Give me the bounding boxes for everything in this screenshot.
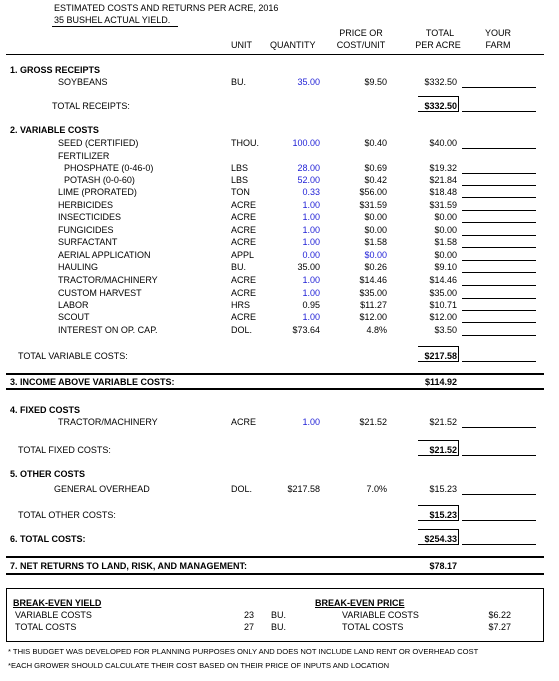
item-name: SEED (CERTIFIED)	[58, 138, 139, 148]
item-quantity: 100.00	[292, 138, 320, 148]
your-farm-entry-line	[462, 235, 536, 236]
item-total: $18.48	[429, 187, 457, 197]
item-price: $0.00	[364, 225, 387, 235]
item-name: AERIAL APPLICATION	[58, 250, 151, 260]
footnote: * THIS BUDGET WAS DEVELOPED FOR PLANNING PURPOSES ONLY AND DOES NOT INCLUDE LAND RENT OR OVERHEAD COST	[8, 647, 479, 656]
col-price-header-top: PRICE OR	[339, 28, 383, 38]
item-price: $0.00	[364, 212, 387, 222]
your-farm-entry-line	[462, 285, 536, 286]
item-total: $21.52	[429, 417, 457, 427]
break-even-yield-value: 23	[243, 610, 254, 620]
section-rule	[6, 556, 544, 558]
item-unit: ACRE	[231, 225, 257, 235]
item-quantity: 28.00	[297, 163, 320, 173]
item-total: $14.46	[429, 275, 457, 285]
item-quantity: 1.00	[302, 212, 320, 222]
item-unit: ACRE	[231, 417, 257, 427]
item-price: $56.00	[359, 187, 387, 197]
item-name: SURFACTANT	[58, 237, 118, 247]
item-quantity: 1.00	[302, 237, 320, 247]
your-farm-entry-line	[462, 361, 536, 362]
item-total: $0.00	[434, 212, 457, 222]
item-price: $0.40	[364, 138, 387, 148]
item-name: LIME (PRORATED)	[58, 187, 137, 197]
item-price: $9.50	[364, 77, 387, 87]
item-total: $332.50	[424, 77, 457, 87]
item-name: INTEREST ON OP. CAP.	[58, 325, 158, 335]
your-farm-entry-line	[462, 455, 536, 456]
item-name: INSECTICIDES	[58, 212, 122, 222]
section-rule	[6, 373, 544, 375]
document-subtitle: 35 BUSHEL ACTUAL YIELD.	[54, 15, 171, 25]
item-quantity: $73.64	[292, 325, 320, 335]
item-quantity: 1.00	[302, 417, 320, 427]
col-quantity-header: QUANTITY	[270, 40, 316, 50]
item-name: HAULING	[58, 262, 99, 272]
item-name: FERTILIZER	[58, 151, 110, 161]
item-price: $1.58	[364, 237, 387, 247]
your-farm-entry-line	[462, 544, 536, 545]
item-total: $40.00	[429, 138, 457, 148]
total-box	[418, 529, 459, 545]
break-even-price-value: $6.22	[488, 610, 511, 620]
break-even-yield-value: 27	[243, 622, 254, 632]
your-farm-entry-line	[462, 335, 536, 336]
item-name: TRACTOR/MACHINERY	[58, 275, 158, 285]
header-rule	[6, 54, 544, 55]
item-name: HERBICIDES	[58, 200, 114, 210]
col-your-header-bottom: FARM	[485, 40, 511, 50]
item-total: $19.32	[429, 163, 457, 173]
item-unit: THOU.	[231, 138, 259, 148]
item-unit: TON	[231, 187, 250, 197]
col-unit-header: UNIT	[231, 40, 252, 50]
your-farm-entry-line	[462, 87, 536, 88]
income-above-variable-value: $114.92	[424, 377, 457, 387]
your-farm-entry-line	[462, 247, 536, 248]
break-even-price-label: TOTAL COSTS	[342, 622, 404, 632]
section-heading-gross: 1. GROSS RECEIPTS	[10, 65, 101, 75]
net-returns-value: $78.17	[429, 561, 457, 571]
item-unit: ACRE	[231, 312, 257, 322]
item-unit: HRS	[231, 300, 251, 310]
item-price: $0.26	[364, 262, 387, 272]
your-farm-entry-line	[462, 148, 536, 149]
item-quantity: 1.00	[302, 275, 320, 285]
income-above-variable-label: 3. INCOME ABOVE VARIABLE COSTS:	[10, 377, 175, 387]
section-heading-other: 5. OTHER COSTS	[10, 469, 86, 479]
col-total-header-bottom: PER ACRE	[415, 40, 461, 50]
item-name: SCOUT	[58, 312, 90, 322]
col-your-header-top: YOUR	[484, 28, 511, 38]
item-quantity: 1.00	[302, 288, 320, 298]
item-price: 7.0%	[366, 484, 387, 494]
item-total: $35.00	[429, 288, 457, 298]
your-farm-entry-line	[462, 111, 536, 112]
item-name: SOYBEANS	[58, 77, 108, 87]
total-box	[418, 440, 459, 456]
section-rule	[6, 573, 544, 575]
item-unit: ACRE	[231, 288, 257, 298]
total-box	[418, 346, 459, 362]
item-quantity: 35.00	[297, 262, 320, 272]
section-heading-fixed: 4. FIXED COSTS	[10, 405, 81, 415]
your-farm-entry-line	[462, 222, 536, 223]
item-unit: ACRE	[231, 212, 257, 222]
item-price: $21.52	[359, 417, 387, 427]
item-quantity: 0.33	[302, 187, 320, 197]
your-farm-entry-line	[462, 272, 536, 273]
item-name: PHOSPHATE (0-46-0)	[64, 163, 154, 173]
your-farm-entry-line	[462, 427, 536, 428]
item-quantity: 52.00	[297, 175, 320, 185]
item-quantity: 35.00	[297, 77, 320, 87]
item-total: $9.10	[434, 262, 457, 272]
break-even-price-value: $7.27	[488, 622, 511, 632]
break-even-yield-unit: BU.	[271, 610, 287, 620]
item-total: $1.58	[434, 237, 457, 247]
item-price: $11.27	[360, 300, 387, 310]
total-fixed-costs-label: TOTAL FIXED COSTS:	[18, 445, 111, 455]
col-total-header-top: TOTAL	[425, 28, 455, 38]
your-farm-entry-line	[462, 494, 536, 495]
your-farm-entry-line	[462, 185, 536, 186]
item-quantity: 1.00	[302, 312, 320, 322]
item-unit: BU.	[231, 262, 247, 272]
item-price: 4.8%	[366, 325, 387, 335]
item-name: CUSTOM HARVEST	[58, 288, 142, 298]
item-total: $3.50	[434, 325, 457, 335]
your-farm-entry-line	[462, 310, 536, 311]
item-unit: LBS	[231, 175, 249, 185]
item-unit: APPL	[231, 250, 255, 260]
total-box	[418, 96, 459, 112]
item-name: GENERAL OVERHEAD	[54, 484, 150, 494]
item-quantity: 1.00	[302, 200, 320, 210]
item-unit: ACRE	[231, 275, 257, 285]
item-price: $0.42	[364, 175, 387, 185]
item-price: $0.00	[364, 250, 387, 260]
item-total: $21.84	[429, 175, 457, 185]
item-name: LABOR	[58, 300, 89, 310]
total-other-costs-value: $15.23	[429, 510, 457, 520]
item-total: $12.00	[429, 312, 457, 322]
item-name: TRACTOR/MACHINERY	[58, 417, 158, 427]
item-total: $31.59	[429, 200, 457, 210]
break-even-price-label: VARIABLE COSTS	[342, 610, 419, 620]
your-farm-entry-line	[462, 173, 536, 174]
your-farm-entry-line	[462, 520, 536, 521]
net-returns-label: 7. NET RETURNS TO LAND, RISK, AND MANAGEMENT:	[10, 561, 248, 571]
item-total: $0.00	[434, 225, 457, 235]
total-variable-costs-value: $217.58	[424, 351, 457, 361]
total-receipts-value: $332.50	[424, 101, 457, 111]
item-unit: ACRE	[231, 237, 257, 247]
total-costs-value: $254.33	[424, 534, 457, 544]
item-price: $31.59	[359, 200, 387, 210]
break-even-yield-label: VARIABLE COSTS	[15, 610, 92, 620]
your-farm-entry-line	[462, 210, 536, 211]
break-even-yield-title: BREAK-EVEN YIELD	[13, 598, 102, 608]
item-price: $14.46	[359, 275, 387, 285]
break-even-yield-label: TOTAL COSTS	[15, 622, 77, 632]
item-quantity: 1.00	[302, 225, 320, 235]
item-total: $15.23	[429, 484, 457, 494]
item-unit: ACRE	[231, 200, 257, 210]
total-other-costs-label: TOTAL OTHER COSTS:	[18, 510, 116, 520]
item-price: $0.69	[364, 163, 387, 173]
section-rule	[6, 388, 544, 390]
item-name: FUNGICIDES	[58, 225, 114, 235]
section-heading-variable: 2. VARIABLE COSTS	[10, 125, 99, 135]
your-farm-entry-line	[462, 298, 536, 299]
document-title: ESTIMATED COSTS AND RETURNS PER ACRE, 2016	[54, 3, 279, 13]
total-fixed-costs-value: $21.52	[429, 445, 457, 455]
item-unit: DOL.	[231, 484, 253, 494]
total-variable-costs-label: TOTAL VARIABLE COSTS:	[18, 351, 128, 361]
break-even-yield-unit: BU.	[271, 622, 287, 632]
item-unit: BU.	[231, 77, 247, 87]
col-price-header-bottom: COST/UNIT	[336, 40, 386, 50]
item-quantity: 0.00	[302, 250, 320, 260]
total-receipts-label: TOTAL RECEIPTS:	[52, 101, 130, 111]
item-name: POTASH (0-0-60)	[64, 175, 135, 185]
your-farm-entry-line	[462, 322, 536, 323]
total-costs-label: 6. TOTAL COSTS:	[10, 534, 86, 544]
item-unit: LBS	[231, 163, 249, 173]
item-price: $12.00	[359, 312, 387, 322]
item-quantity: 0.95	[302, 300, 320, 310]
item-unit: DOL.	[231, 325, 253, 335]
item-total: $0.00	[434, 250, 457, 260]
your-farm-entry-line	[462, 197, 536, 198]
subtitle-underline	[52, 26, 178, 27]
item-price: $35.00	[359, 288, 387, 298]
break-even-price-title: BREAK-EVEN PRICE	[315, 598, 405, 608]
your-farm-entry-line	[462, 260, 536, 261]
footnote: *EACH GROWER SHOULD CALCULATE THEIR COST BASED ON THEIR PRICE OF INPUTS AND LOCATION	[8, 661, 390, 670]
total-box	[418, 505, 459, 521]
item-quantity: $217.58	[287, 484, 320, 494]
item-total: $10.71	[429, 300, 457, 310]
